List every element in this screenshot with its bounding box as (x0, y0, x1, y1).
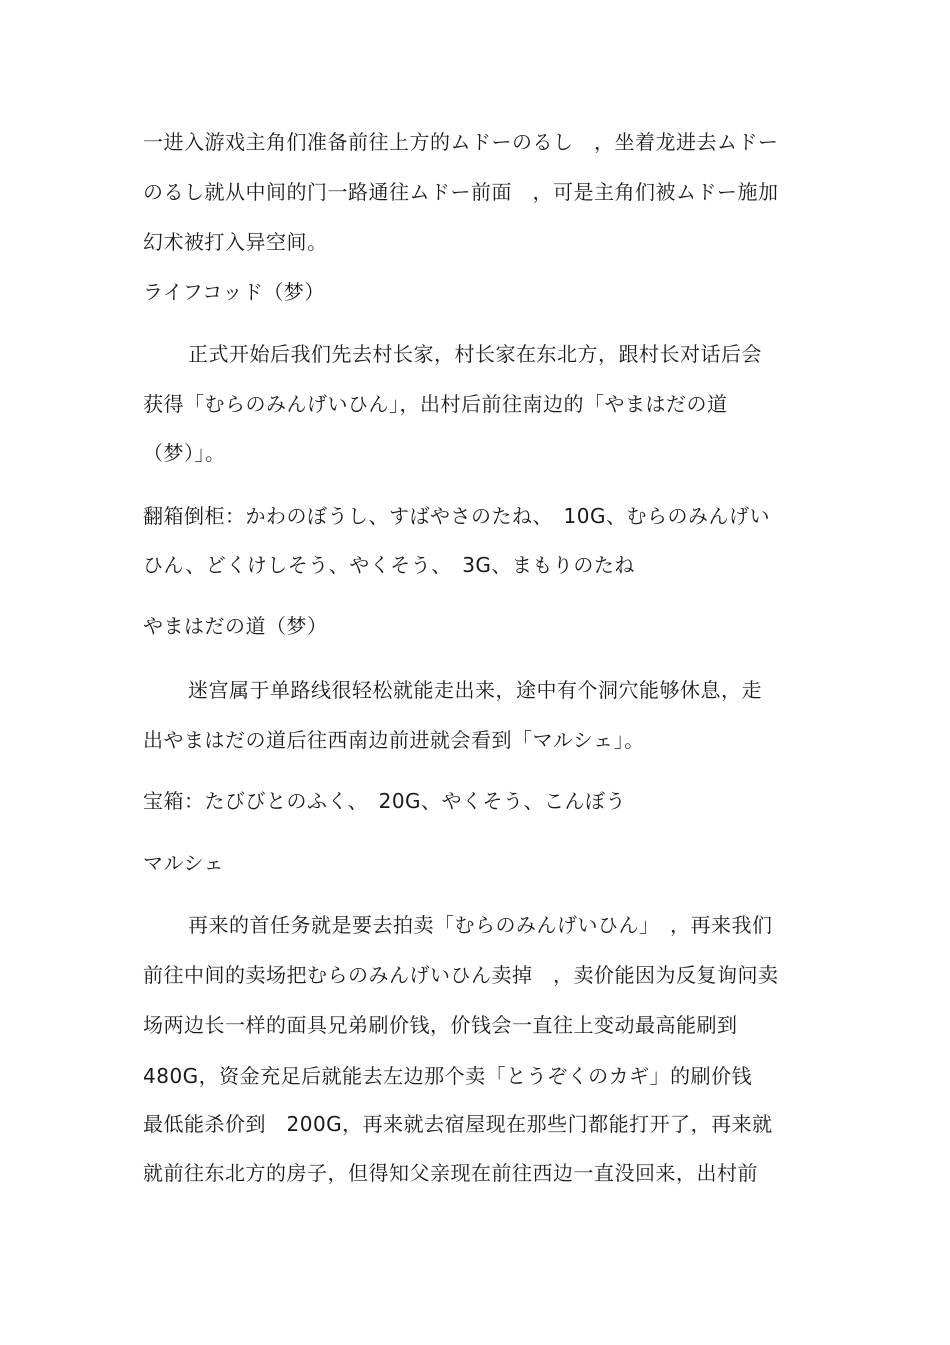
paragraph-marche-line-4: 480G，资金充足后就能去左边那个卖「とうぞくのカギ」的刷价钱 (143, 1064, 753, 1088)
paragraph-marche-line-1: 再来的首任务就是要去拍卖「むらのみんげいひん」 ，再来我们 (188, 913, 773, 937)
paragraph-intro-line-1: 一进入游戏主角们准备前往上方的ムドーのるし ，坐着龙进去ムドー (143, 130, 779, 154)
paragraph-intro-line-2: のるし就从中间的门一路通往ムドー前面 ，可是主角们被ムドー施加 (143, 180, 779, 204)
section-heading-raifukoddo: ライフコッド（梦） (143, 280, 325, 304)
paragraph-village-line-2: 获得「むらのみんげいひん」，出村后前往南边的「やまはだの道 (143, 392, 728, 416)
item-list-road-chests: 宝箱：たびびとのふく、 20G、やくそう、こんぼう (143, 789, 627, 813)
item-list-village-line-1: 翻箱倒柜：かわのぼうし、すばやさのたね、 10G、むらのみんげい (143, 504, 770, 528)
paragraph-marche-line-3: 场两边长一样的面具兄弟刷价钱，价钱会一直往上变动最高能刷到 (143, 1013, 738, 1037)
paragraph-road-line-1: 迷宫属于单路线很轻松就能走出来，途中有个洞穴能够休息，走 (188, 678, 762, 702)
section-heading-marche: マルシェ (143, 851, 225, 875)
section-heading-yamahada-road: やまはだの道（梦） (143, 614, 328, 638)
paragraph-marche-line-5: 最低能杀价到 200G，再来就去宿屋现在那些门都能打开了，再来就 (143, 1112, 773, 1136)
paragraph-village-line-1: 正式开始后我们先去村长家，村长家在东北方，跟村长对话后会 (188, 342, 762, 366)
item-list-village-line-2: ひん、どくけしそう、やくそう、 3G、まもりのたね (143, 553, 635, 577)
paragraph-intro-line-3: 幻术被打入异空间。 (143, 230, 328, 254)
paragraph-marche-line-6: 就前往东北方的房子，但得知父亲现在前往西边一直没回来，出村前 (143, 1161, 758, 1185)
paragraph-village-line-3: （梦）」。 (143, 441, 226, 465)
paragraph-road-line-2: 出やまはだの道后往西南边前进就会看到「マルシェ」。 (143, 728, 645, 752)
paragraph-marche-line-2: 前往中间的卖场把むらのみんげいひん卖掉 ，卖价能因为反复询问卖 (143, 963, 779, 987)
